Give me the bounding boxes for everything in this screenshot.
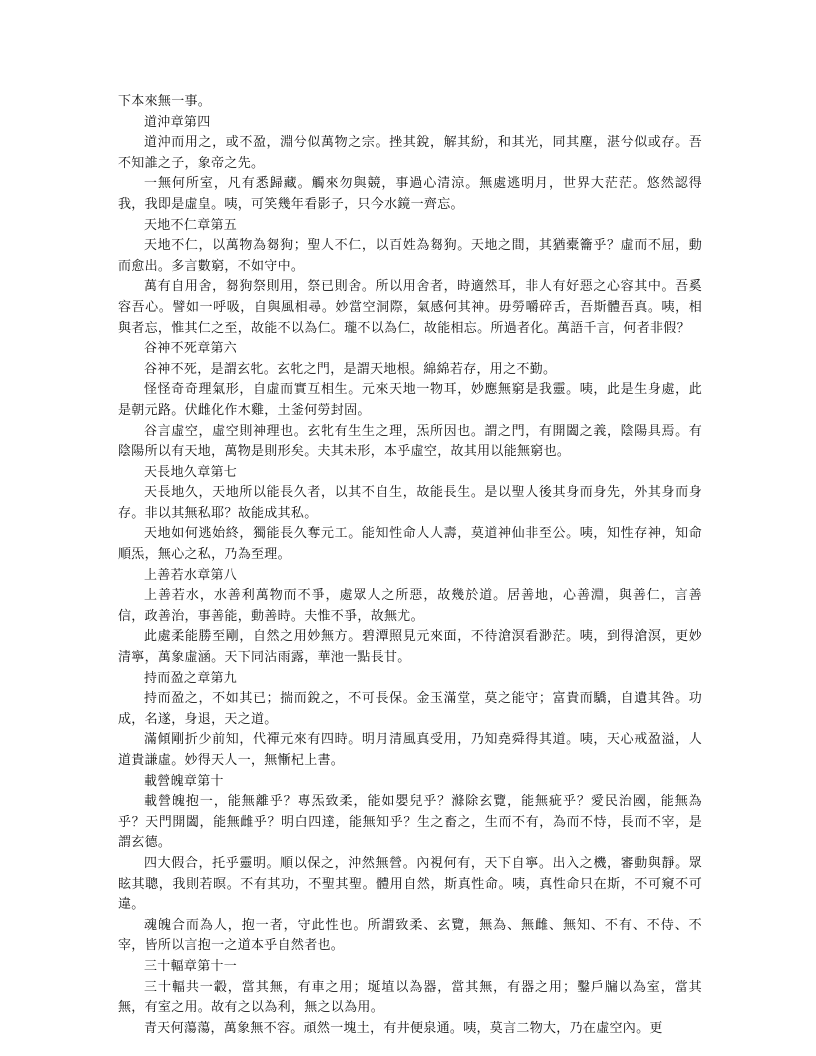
paragraph: 載營魄抱一，能無離乎？專炁致柔，能如嬰兒乎？滌除玄覽，能無疵乎？愛民治國，能無為乎？天門開闔，能無雌乎？明白四達，能無知乎？生之畜之，生而不有，為而不恃，長而不宰，是謂玄德。: [118, 794, 702, 851]
paragraph: 滿傾剛折少前知，代禪元來有四時。明月清風真受用，乃知堯舜得其道。咦，天心戒盈溢，人道貴謙虛。妙得天人一，無慚杞上書。: [118, 732, 702, 768]
chapter-heading: 道沖章第四: [144, 114, 211, 130]
paragraph: 天長地久，天地所以能長久者，以其不自生，故能長生。是以聖人後其身而身先，外其身而身存。非以其無私耶？故能成其私。: [118, 485, 702, 521]
chapter-heading: 谷神不死章第六: [144, 341, 238, 357]
paragraph: 四大假合，托乎靈明。順以保之，沖然無營。內視何有，天下自寧。出入之機，審動與靜。眾眩其聰，我則若暝。不有其功，不聖其聖。體用自然，斯真性命。咦，真性命只在斯，不可窺不可違。: [118, 855, 702, 913]
chapter-heading: 天長地久章第七: [144, 464, 238, 480]
paragraph: 天地如何逃始終，獨能長久奪元工。能知性命人人壽，莫道神仙非至公。咦，知性存神，知命順炁，無心之私，乃為至理。: [118, 526, 702, 563]
document-page: [118, 92, 702, 1039]
paragraph: 三十輻共一轂，當其無，有車之用；埏埴以為器，當其無，有器之用；鑿戶牖以為室，當其無，有室之用。故有之以為利，無之以為用。: [118, 979, 702, 1016]
chapter-heading: 天地不仁章第五: [144, 217, 238, 233]
chapter-heading: 上善若水章第八: [144, 567, 238, 583]
paragraph: 谷言虛空，虛空則神理也。玄牝有生生之理，炁所因也。謂之門，有開闔之義，陰陽具焉。有陰陽所以有天地，萬物是則形矣。夫其未形，本乎虛空，故其用以能無窮也。: [118, 423, 702, 460]
paragraph: 青天何蕩蕩，萬象無不容。頑然一塊土，有井便泉通。咦，莫言二物大，乃在虛空內。更: [144, 1020, 663, 1036]
paragraph: 持而盈之，不如其已；揣而銳之，不可長保。金玉滿堂，莫之能守；富貴而驕，自遺其咎。功成，名遂，身退，天之道。: [118, 691, 702, 727]
paragraph: 下本來無一事。: [118, 94, 212, 109]
paragraph: 萬有自用舍，芻狗祭則用，祭已則舍。所以用舍者，時適然耳，非人有好惡之心容其中。吾奚容吾心。譬如一呼吸，自與風相尋。妙當空洞際，氣感何其神。毋勞嚼碎舌，吾斯體吾真。咦，相與者忘，惟其仁之至，故能不以為仁。瓏不以為仁，故能相忘。所過者化。萬語千言，何者非假？: [118, 279, 702, 336]
paragraph: 道沖而用之，或不盈，淵兮似萬物之宗。挫其銳，解其紛，和其光，同其塵，湛兮似或存。吾不知誰之子，象帝之先。: [118, 135, 702, 171]
paragraph: 魂魄合而為人，抱一者，守此性也。所謂致柔、玄覽，無為、無雌、無知、不有、不侍、不宰，皆所以言抱一之道本乎自然者也。: [118, 917, 702, 954]
paragraph: 谷神不死，是謂玄牝。玄牝之門，是謂天地根。綿綿若存，用之不勤。: [144, 361, 557, 377]
paragraph: 怪怪奇奇理氣形，自虛而實互相生。元來天地一物耳，妙應無窮是我靈。咦，此是生身處，此是朝元路。伏雌化作木雞，土釜何勞封固。: [118, 382, 702, 418]
chapter-heading: 載營魄章第十: [144, 773, 224, 789]
chapter-heading: 持而盈之章第九: [144, 670, 238, 686]
paragraph: 一無何所室，凡有悉歸藏。觸來勿與競，事過心清涼。無處逃明月，世界大茫茫。悠然認得我，我即是虛皇。咦，可笑幾年看影子，只今水鏡一齊忘。: [118, 176, 702, 212]
paragraph: 此處柔能勝至剛，自然之用妙無方。碧潭照見元來面，不待滄溟看渺茫。咦，到得滄溟，更妙清寧，萬象虛涵。天下同沾雨露，華池一點長甘。: [118, 629, 702, 666]
paragraph: 上善若水，水善利萬物而不爭，處眾人之所惡，故幾於道。居善地，心善淵，與善仁，言善信，政善治，事善能，動善時。夫惟不爭，故無尤。: [118, 588, 702, 624]
chapter-heading: 三十輻章第十一: [144, 958, 238, 974]
paragraph: 天地不仁，以萬物為芻狗；聖人不仁，以百姓為芻狗。天地之間，其猶橐籥乎？虛而不屈，動而愈出。多言數窮，不如守中。: [118, 238, 702, 274]
